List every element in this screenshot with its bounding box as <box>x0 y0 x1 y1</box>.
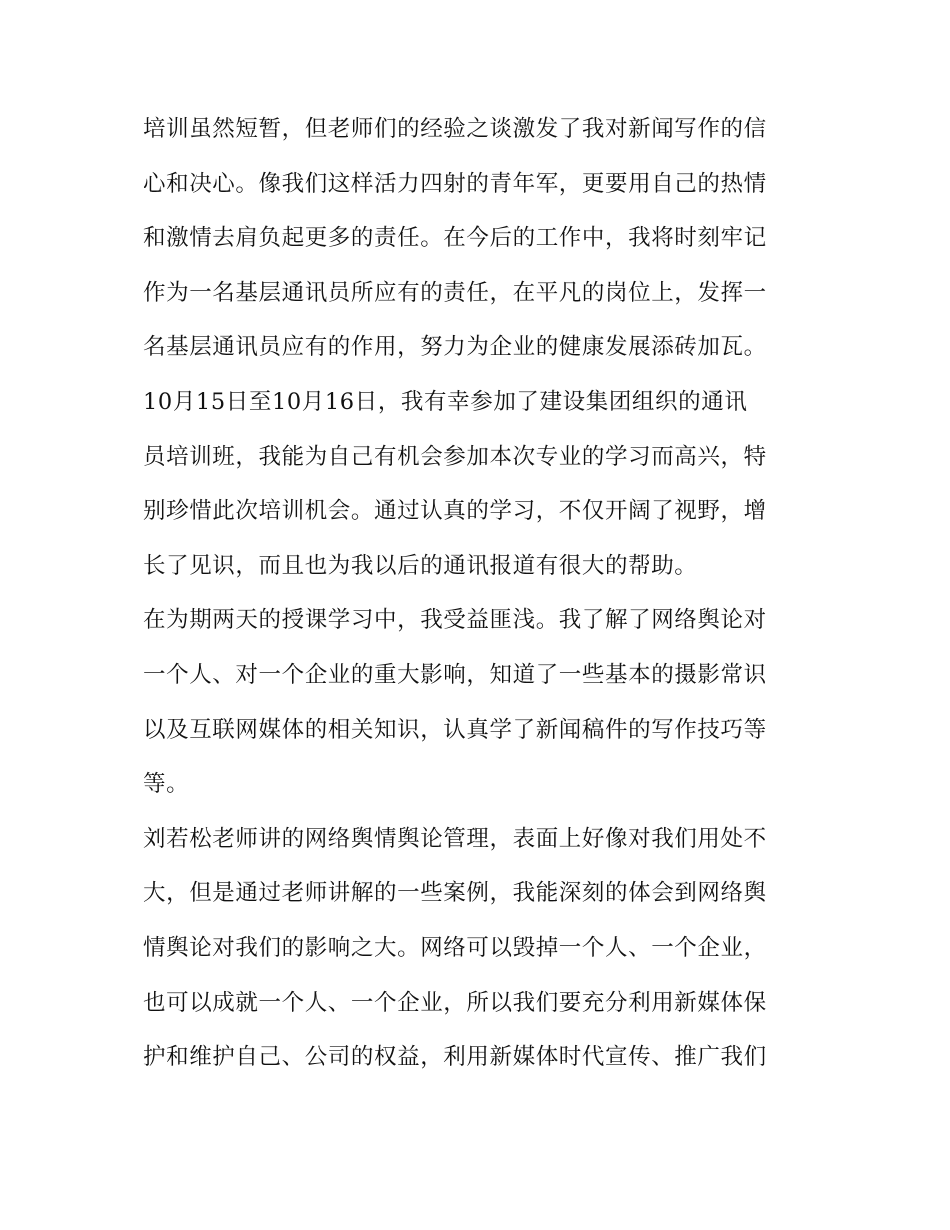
text-line: 员培训班，我能为自己有机会参加本次专业的学习而高兴，特 <box>143 443 767 470</box>
text-line: 和激情去肩负起更多的责任。在今后的工作中，我将时刻牢记 <box>143 225 767 252</box>
text-line: 护和维护自己、公司的权益，利用新媒体时代宣传、推广我们 <box>143 1044 767 1071</box>
text-line: 等。 <box>143 771 190 798</box>
text-line: 别珍惜此次培训机会。通过认真的学习，不仅开阔了视野，增 <box>143 498 767 525</box>
text-line: 长了见识，而且也为我以后的通讯报道有很大的帮助。 <box>143 552 698 579</box>
text-line: 培训虽然短暂，但老师们的经验之谈激发了我对新闻写作的信 <box>143 116 767 142</box>
text-line: 情舆论对我们的影响之大。网络可以毁掉一个人、一个企业， <box>143 934 767 961</box>
text-line: 大，但是通过老师讲解的一些案例，我能深刻的体会到网络舆 <box>143 880 767 907</box>
text-line: 刘若松老师讲的网络舆情舆论管理，表面上好像对我们用处不 <box>143 825 767 852</box>
text-line: 也可以成就一个人、一个企业，所以我们要充分利用新媒体保 <box>143 989 767 1016</box>
text-line: 以及互联网媒体的相关知识，认真学了新闻稿件的写作技巧等 <box>143 716 767 743</box>
document-body <box>143 102 823 1085</box>
text-line: 作为一名基层通讯员所应有的责任，在平凡的岗位上，发挥一 <box>143 279 767 306</box>
text-line: 在为期两天的授课学习中，我受益匪浅。我了解了网络舆论对 <box>143 607 767 634</box>
text-line: 一个人、对一个企业的重大影响，知道了一些基本的摄影常识 <box>143 661 767 688</box>
text-line: 10月15日至10月16日，我有幸参加了建设集团组织的通讯 <box>143 388 748 415</box>
text-line: 心和决心。像我们这样活力四射的青年军，更要用自己的热情 <box>143 170 767 197</box>
text-line: 名基层通讯员应有的作用，努力为企业的健康发展添砖加瓦。 <box>143 334 767 361</box>
